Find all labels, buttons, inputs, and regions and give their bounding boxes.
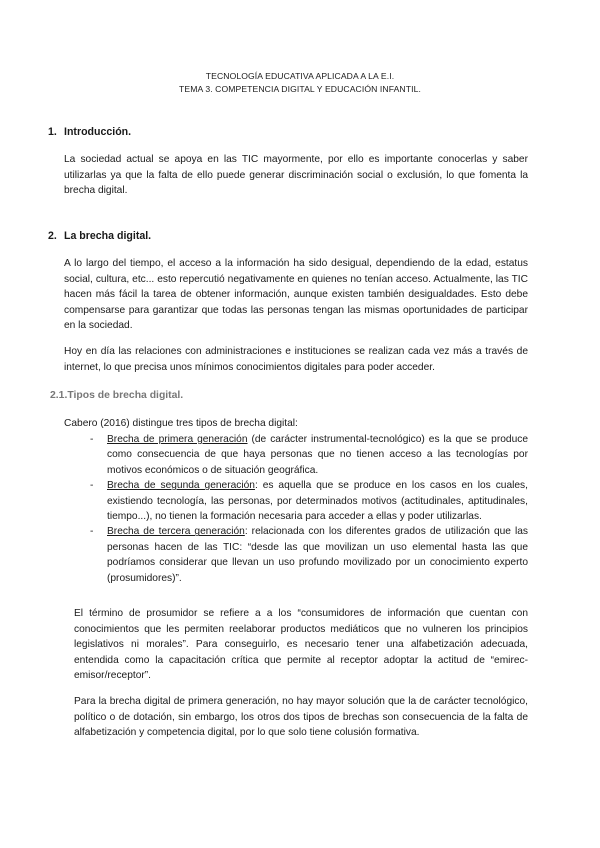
section-2-heading <box>48 230 151 242</box>
section-1-paragraph: La sociedad actual se apoya en las TIC mayormente, por ello es importante conocerlas y saber utilizarlas ya que la falta de ello puede generar discriminación social o exclusión, lo que fomenta la brecha digital. <box>64 154 528 197</box>
list-dash: - <box>90 480 94 492</box>
section-1-title: Introducción. <box>64 126 132 138</box>
list-item-text: : relacionada con los diferentes grados de utilización que las personas hacen de las TIC: “desde las que movilizan un uso elemental hasta las que podríamos considerar que llevan un uso profundo movilizado por un conocimiento experto (prosumidores)”. <box>107 526 528 584</box>
list-item-text: (de carácter instrumental-tecnológico) es la que se produce como consecuencia de que haya personas que no tienen acceso a las tecnologías por motivos económicos o de situación geográfica. <box>107 434 528 476</box>
section-2-paragraph-1: A lo largo del tiempo, el acceso a la información ha sido desigual, dependiendo de la edad, estatus social, cultura, etc... esto repercutió negativamente en quienes no tenían acceso. Actualmente, las TIC hacen más fácil la tarea de obtener información, aunque existen también desigualdades. Esto debe compensarse para garantizar que todas las personas tengan las mismas oportunidades de participar en la sociedad. <box>64 258 528 332</box>
final-paragraph: Para la brecha digital de primera generación, no hay mayor solución que la de carácter tecnológico, político o de dotación, sin embargo, los otros dos tipos de brechas son consecuencia de la falta de alfabetización y competencia digital, por lo que solo tiene colusión formativa. <box>74 696 528 739</box>
list-item <box>90 524 528 586</box>
list-dash: - <box>90 526 94 538</box>
list-item-term: Brecha de primera generación <box>107 434 248 445</box>
list-item <box>90 478 528 524</box>
section-2-1-intro: Cabero (2016) distingue tres tipos de brecha digital: <box>64 418 298 429</box>
section-2-title: La brecha digital. <box>64 230 152 242</box>
list-item <box>90 432 528 478</box>
list-item-text: : es aquella que se produce en los casos en los cuales, existiendo tecnología, las personas, por determinados motivos (actitudinales, aptitudinales, tiempo...), no tienen la formación necesaria para acceder a ellas y poder utilizarlas. <box>107 480 528 523</box>
section-1-number: 1. <box>48 126 57 138</box>
brecha-types-list <box>90 432 528 586</box>
list-item-term: Brecha de tercera generación <box>107 526 245 538</box>
header-line-2: TEMA 3. COMPETENCIA DIGITAL Y EDUCACIÓN INFANTIL. <box>179 83 421 94</box>
list-dash: - <box>90 434 94 445</box>
prosumidor-paragraph: El término de prosumidor se refiere a a los “consumidores de información que cuentan con conocimientos que les permiten reelaborar productos mediáticos que no vulneren los principios legislativos ni morales”. Para conseguirlo, es necesario tener una alfabetización adecuada, entendida como la capacitación crítica que permite al receptor adoptar la actitud de “emirec- emisor/receptor”. <box>74 608 528 682</box>
section-2-number: 2. <box>48 230 57 242</box>
section-2-1-heading: 2.1.Tipos de brecha digital. <box>50 390 184 401</box>
header-line-1: TECNOLOGÍA EDUCATIVA APLICADA A LA E.I. <box>205 71 395 81</box>
section-1-heading <box>48 126 131 138</box>
list-item-term: Brecha de segunda generación <box>107 480 255 492</box>
section-2-paragraph-2: Hoy en día las relaciones con administraciones e instituciones se realizan cada vez más a través de internet, lo que precisa unos mínimos conocimientos digitales para poder acceder. <box>64 346 528 373</box>
document-header <box>0 70 600 95</box>
